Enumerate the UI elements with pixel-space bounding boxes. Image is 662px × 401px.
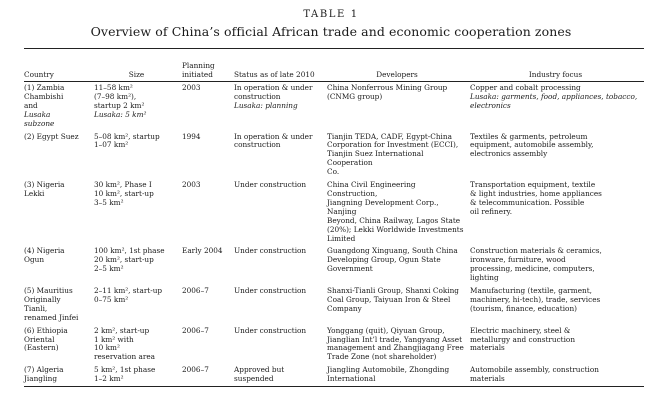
cell-line: Textiles & garments, petroleum	[470, 131, 588, 141]
cell-line: In operation & under	[234, 131, 313, 141]
cell-line: Under construction	[234, 286, 307, 296]
cell-country	[24, 325, 92, 365]
cell-country	[24, 245, 92, 285]
cell-developers	[327, 179, 470, 245]
cell-line: Co.	[327, 167, 340, 177]
cell-line: (tourism, finance, education)	[470, 303, 577, 313]
cell-line: renamed Jinfei	[24, 312, 79, 322]
header-developers: Developers	[376, 70, 418, 80]
cell-size	[92, 325, 182, 365]
header-industry: Industry focus	[528, 70, 583, 80]
cell-line: 2003	[182, 180, 201, 190]
cell-country	[24, 81, 92, 131]
cell-line: 10 km²	[94, 343, 120, 353]
cell-industry	[470, 131, 644, 180]
cell-status	[234, 131, 327, 180]
cell-developers	[327, 325, 470, 365]
cell-line-italic: subzone	[24, 118, 55, 128]
cell-line: Copper and cobalt processing	[470, 83, 581, 92]
cell-line: (6) Ethiopia	[24, 325, 68, 335]
cell-line: Developing Group, Ogun State	[327, 255, 441, 265]
cell-industry	[470, 325, 644, 365]
cell-line: Jianglian Int’l trade, Yangyang Asset	[327, 334, 463, 344]
cell-line: (CNMG group)	[327, 91, 383, 101]
cell-line: 2 km², start-up	[94, 325, 150, 335]
cell-line-italic: Lusaka: planning	[234, 100, 298, 110]
cell-line: Under construction	[234, 246, 307, 256]
cell-planning	[182, 131, 234, 180]
cell-status	[234, 179, 327, 245]
cell-line: China Nonferrous Mining Group	[327, 83, 448, 92]
cell-line-italic: Lusaka: 5 km²	[94, 109, 147, 119]
cell-status	[234, 364, 327, 386]
cell-line: 2006–7	[182, 325, 209, 335]
cell-line: (4) Nigeria	[24, 246, 65, 256]
cell-line: (1) Zambia	[24, 83, 65, 92]
cell-line: Electric machinery, steel &	[470, 325, 571, 335]
cell-line: & light industries, home appliances	[470, 188, 602, 198]
cell-size	[92, 285, 182, 325]
cell-line: (7) Algeria	[24, 365, 64, 375]
cell-size	[92, 364, 182, 386]
cell-line: construction	[234, 91, 281, 101]
cell-line-italic: Lusaka	[24, 109, 51, 119]
cell-line: materials	[470, 343, 505, 353]
cell-line: (Eastern)	[24, 343, 59, 353]
cell-country	[24, 179, 92, 245]
cell-line: (2) Egypt Suez	[24, 131, 79, 141]
cell-line: Guangdong Xinguang, South China	[327, 246, 458, 256]
header-planning	[182, 50, 234, 81]
cell-line: (5) Mauritius	[24, 286, 73, 296]
cell-line: 2006–7	[182, 365, 209, 375]
cell-status	[234, 325, 327, 365]
cell-planning	[182, 364, 234, 386]
header-planning-line2: initiated	[182, 70, 213, 80]
cell-planning	[182, 325, 234, 365]
cell-line: Lekki	[24, 188, 45, 198]
cell-developers	[327, 131, 470, 180]
header-planning-line1: Planning	[182, 61, 215, 71]
cell-line: Approved but	[234, 365, 285, 375]
cell-line: Tianjin Suez International Cooperation	[327, 149, 424, 168]
cell-industry	[470, 364, 644, 386]
cell-line: 10 km², start-up	[94, 188, 154, 198]
top-rule	[24, 48, 644, 49]
cell-status	[234, 245, 327, 285]
cell-line: Construction materials & ceramics,	[470, 246, 602, 256]
cell-line: Tianli,	[24, 303, 48, 313]
cell-status	[234, 81, 327, 131]
cell-line: metallurgy and construction	[470, 334, 576, 344]
cell-line: In operation & under	[234, 83, 313, 92]
cell-line: 5–08 km², startup	[94, 131, 160, 141]
cell-planning	[182, 245, 234, 285]
cell-line: 2–5 km²	[94, 264, 124, 274]
header-country: Country	[24, 70, 54, 80]
cell-line: oil refinery.	[470, 206, 513, 216]
table-row	[24, 81, 644, 131]
cell-developers	[327, 245, 470, 285]
table-body	[24, 81, 644, 386]
cell-line: Corporation for Investment (ECCI),	[327, 140, 459, 150]
cell-line: International	[327, 374, 376, 384]
cell-line: startup 2 km²	[94, 100, 145, 110]
cell-line: machinery, hi-tech), trade, services	[470, 294, 601, 304]
cell-size	[92, 179, 182, 245]
header-status: Status as of late 2010	[234, 70, 315, 80]
cell-line: 1–2 km²	[94, 374, 124, 384]
table-row	[24, 285, 644, 325]
cell-status	[234, 285, 327, 325]
header-row	[24, 50, 644, 81]
cell-line: ironware, furniture, wood	[470, 255, 566, 265]
cell-industry	[470, 245, 644, 285]
cell-size	[92, 131, 182, 180]
cell-line: Early 2004	[182, 246, 223, 256]
cell-line: Jiangling	[24, 374, 58, 384]
cell-line: Government	[327, 264, 373, 274]
zones-table	[24, 50, 644, 386]
cell-line: Trade Zone (not shareholder)	[327, 352, 437, 362]
cell-developers	[327, 364, 470, 386]
cell-developers	[327, 81, 470, 131]
cell-line: management and Zhangjiagang Free	[327, 343, 464, 353]
table-label: TABLE 1	[303, 9, 359, 20]
cell-planning	[182, 81, 234, 131]
table-row	[24, 179, 644, 245]
cell-line: (20%); Lekki Worldwide Investments	[327, 224, 464, 234]
cell-line: 1 km² with	[94, 334, 134, 344]
table-row	[24, 325, 644, 365]
cell-industry	[470, 285, 644, 325]
cell-line: Under construction	[234, 180, 307, 190]
table-row	[24, 364, 644, 386]
cell-line: equipment, automobile assembly,	[470, 140, 594, 150]
cell-line-italic: Lusaka: garments, food, appliances, tobacco, electronics	[470, 91, 638, 110]
cell-line: Yonggang (quit), Qiyuan Group,	[327, 325, 445, 335]
cell-line: 3–5 km²	[94, 197, 124, 207]
cell-line: Shanxi-Tianli Group, Shanxi Coking	[327, 286, 459, 296]
cell-line: 11–58 km²	[94, 83, 133, 92]
cell-line: 2006–7	[182, 286, 209, 296]
cell-line: China Civil Engineering Construction,	[327, 180, 416, 198]
cell-industry	[470, 81, 644, 131]
cell-line: 1–07 km²	[94, 140, 129, 150]
cell-line: 30 km², Phase I	[94, 180, 152, 190]
cell-line: 100 km², 1st phase	[94, 246, 165, 256]
cell-line: Jiangling Automobile, Zhongding	[327, 365, 450, 375]
cell-line: materials	[470, 374, 505, 384]
header-size: Size	[128, 70, 145, 80]
cell-country	[24, 131, 92, 180]
cell-line: Transportation equipment, textile	[470, 180, 596, 190]
cell-line: 5 km², 1st phase	[94, 365, 156, 375]
cell-line: and	[24, 100, 38, 110]
cell-line: Company	[327, 303, 362, 313]
table-row	[24, 245, 644, 285]
cell-industry	[470, 179, 644, 245]
cell-developers	[327, 285, 470, 325]
cell-line: & telecommunication. Possible	[470, 197, 585, 207]
cell-size	[92, 81, 182, 131]
cell-planning	[182, 285, 234, 325]
cell-line: Manufacturing (textile, garment,	[470, 286, 592, 296]
cell-line: 20 km², start-up	[94, 255, 154, 265]
cell-country	[24, 364, 92, 386]
cell-line: lighting	[470, 273, 499, 283]
cell-line: reservation area	[94, 352, 156, 362]
cell-line: Chambishi	[24, 91, 64, 101]
table-caption: Overview of China’s official African trade and economic cooperation zones	[90, 24, 572, 39]
cell-line: Under construction	[234, 325, 307, 335]
cell-line: (7–98 km²),	[94, 91, 137, 101]
cell-line: construction	[234, 140, 281, 150]
cell-line: Coal Group, Taiyuan Iron & Steel	[327, 294, 451, 304]
cell-line: 2003	[182, 83, 201, 92]
cell-line: 0–75 km²	[94, 294, 129, 304]
cell-line: Originally	[24, 294, 61, 304]
cell-line: (3) Nigeria	[24, 180, 65, 190]
cell-line: processing, medicine, computers,	[470, 264, 595, 274]
cell-planning	[182, 179, 234, 245]
cell-line: Oriental	[24, 334, 55, 344]
cell-line: electronics assembly	[470, 149, 548, 159]
table-row	[24, 131, 644, 180]
cell-line: Beyond, China Railway, Lagos State	[327, 215, 461, 225]
cell-line: Limited	[327, 233, 356, 243]
bottom-rule	[24, 386, 644, 387]
cell-line: Ogun	[24, 255, 45, 265]
cell-line: Tianjin TEDA, CADF, Egypt-China	[327, 131, 452, 141]
cell-size	[92, 245, 182, 285]
cell-line: 1994	[182, 131, 201, 141]
cell-line: 2–11 km², start-up	[94, 286, 163, 296]
cell-country	[24, 285, 92, 325]
cell-line: suspended	[234, 374, 274, 384]
cell-line: Jiangning Development Corp., Nanjing	[327, 197, 439, 216]
cell-line: Automobile assembly, construction	[470, 365, 599, 375]
